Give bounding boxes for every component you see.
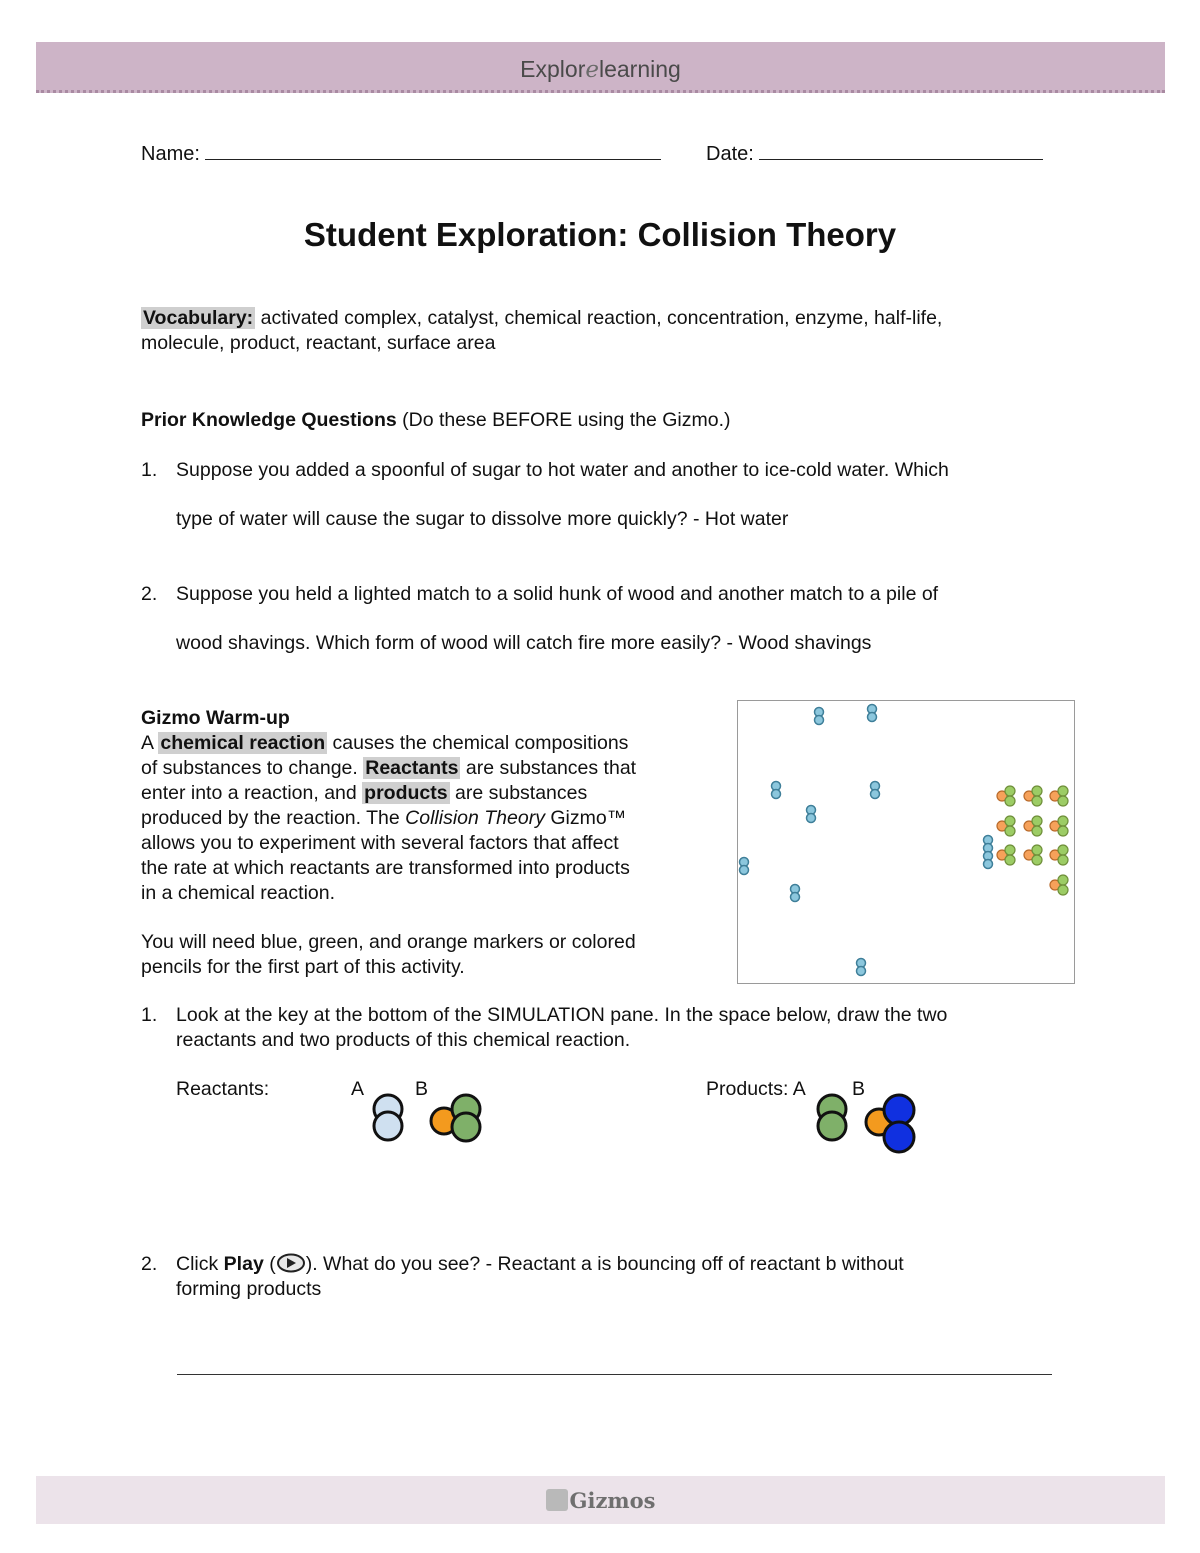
date-field [706,143,1043,166]
warmup-text: of substances to change. [141,757,358,779]
play-icon[interactable] [276,1253,306,1273]
page-title: Student Exploration: Collision Theory [303,216,897,253]
reactant-a-drawing [368,1092,408,1144]
warmup-text: the rate at which reactants are transformed into products [141,857,630,879]
name-line[interactable] [205,143,661,160]
date-label: Date: [706,143,754,165]
gizmos-brand-text: Gizmos [569,1488,656,1513]
warmup-q1-line1: Look at the key at the bottom of the SIMULATION pane. In the space below, draw the two [176,1004,948,1026]
warmup-text: Gizmo™ [550,807,627,829]
warmup-q2-rest: ). What do you see? - Reactant a is bouncing off of reactant b without [305,1253,904,1275]
warmup-text: are substances [455,782,588,804]
logo-text-1: Explor [520,56,586,82]
term-chemical-reaction: chemical reaction [160,732,326,754]
answer-line[interactable] [177,1374,1052,1375]
click-text: Click [176,1253,219,1275]
reactant-b-label: B [415,1078,429,1100]
name-field [141,143,661,166]
prior-q2-line2: wood shavings. Which form of wood will catch fire more easily? - Wood shavings [176,632,872,654]
warmup-q1-line2: reactants and two products of this chemical reaction. [176,1029,631,1051]
prior-q2-line1: Suppose you held a lighted match to a solid hunk of wood and another match to a pile of [176,583,939,605]
product-b-drawing [862,1092,920,1156]
header-bar [36,42,1165,93]
warmup-q2-line2: forming products [176,1278,322,1300]
gizmo-name: Collision Theory [405,807,545,829]
vocabulary-line1: activated complex, catalyst, chemical reaction, concentration, enzyme, half-life, [260,307,943,329]
warmup-q1-text [176,1003,1056,1053]
vocabulary-label: Vocabulary: [143,307,254,329]
warmup-text: in a chemical reaction. [141,882,336,904]
prior-q1-line2: type of water will cause the sugar to dissolve more quickly? - Hot water [176,508,789,530]
warmup-text: You will need blue, green, and orange markers or colored [141,931,636,953]
vocabulary-line2: molecule, product, reactant, surface area [141,332,496,354]
play-text: Play [223,1253,264,1275]
reactant-a-molecules [740,705,993,976]
warmup-heading: Gizmo Warm-up [141,707,290,729]
logo-swash: e [585,57,599,83]
footer-bar [36,1476,1165,1524]
warmup-section [141,706,711,980]
warmup-text: produced by the reaction. The [141,807,400,829]
warmup-text: are substances that [465,757,637,779]
reactant-b-molecules [997,786,1068,895]
product-a-drawing [812,1092,852,1144]
prior-q2-number: 2. [141,583,158,605]
explorelearning-logo [36,56,1165,83]
name-label: Name: [141,143,200,165]
prior-q1-line1: Suppose you added a spoonful of sugar to hot water and another to ice-cold water. Which [176,459,949,481]
term-reactants: Reactants [365,757,459,779]
products-label: Products: A [706,1078,806,1100]
reactant-b-drawing [426,1092,488,1144]
warmup-q2-text [176,1252,1056,1302]
reactants-label: Reactants: [176,1078,270,1100]
gizmos-logo-icon [546,1489,568,1511]
prior-heading-note: (Do these BEFORE using the Gizmo.) [402,409,731,431]
warmup-text: allows you to experiment with several factors that affect [141,832,619,854]
warmup-text: enter into a reaction, and [141,782,357,804]
logo-text-2: learning [598,56,681,82]
warmup-q2-number: 2. [141,1253,158,1275]
prior-knowledge-heading [141,408,731,433]
gizmos-logo [36,1488,1165,1513]
warmup-text: pencils for the first part of this activity. [141,956,465,978]
vocabulary [141,306,1061,356]
reactant-a-label: A [351,1078,365,1100]
product-b-label: B [852,1078,866,1100]
warmup-q1-number: 1. [141,1004,158,1026]
simulation-molecules [738,701,1074,983]
term-products: products [364,782,448,804]
simulation-image [737,700,1075,984]
prior-q1-number: 1. [141,459,158,481]
date-line[interactable] [759,143,1043,160]
play-paren: ( [269,1253,276,1275]
warmup-text: causes the chemical compositions [332,732,629,754]
warmup-text: A [141,732,153,754]
prior-heading-text: Prior Knowledge Questions [141,409,397,431]
